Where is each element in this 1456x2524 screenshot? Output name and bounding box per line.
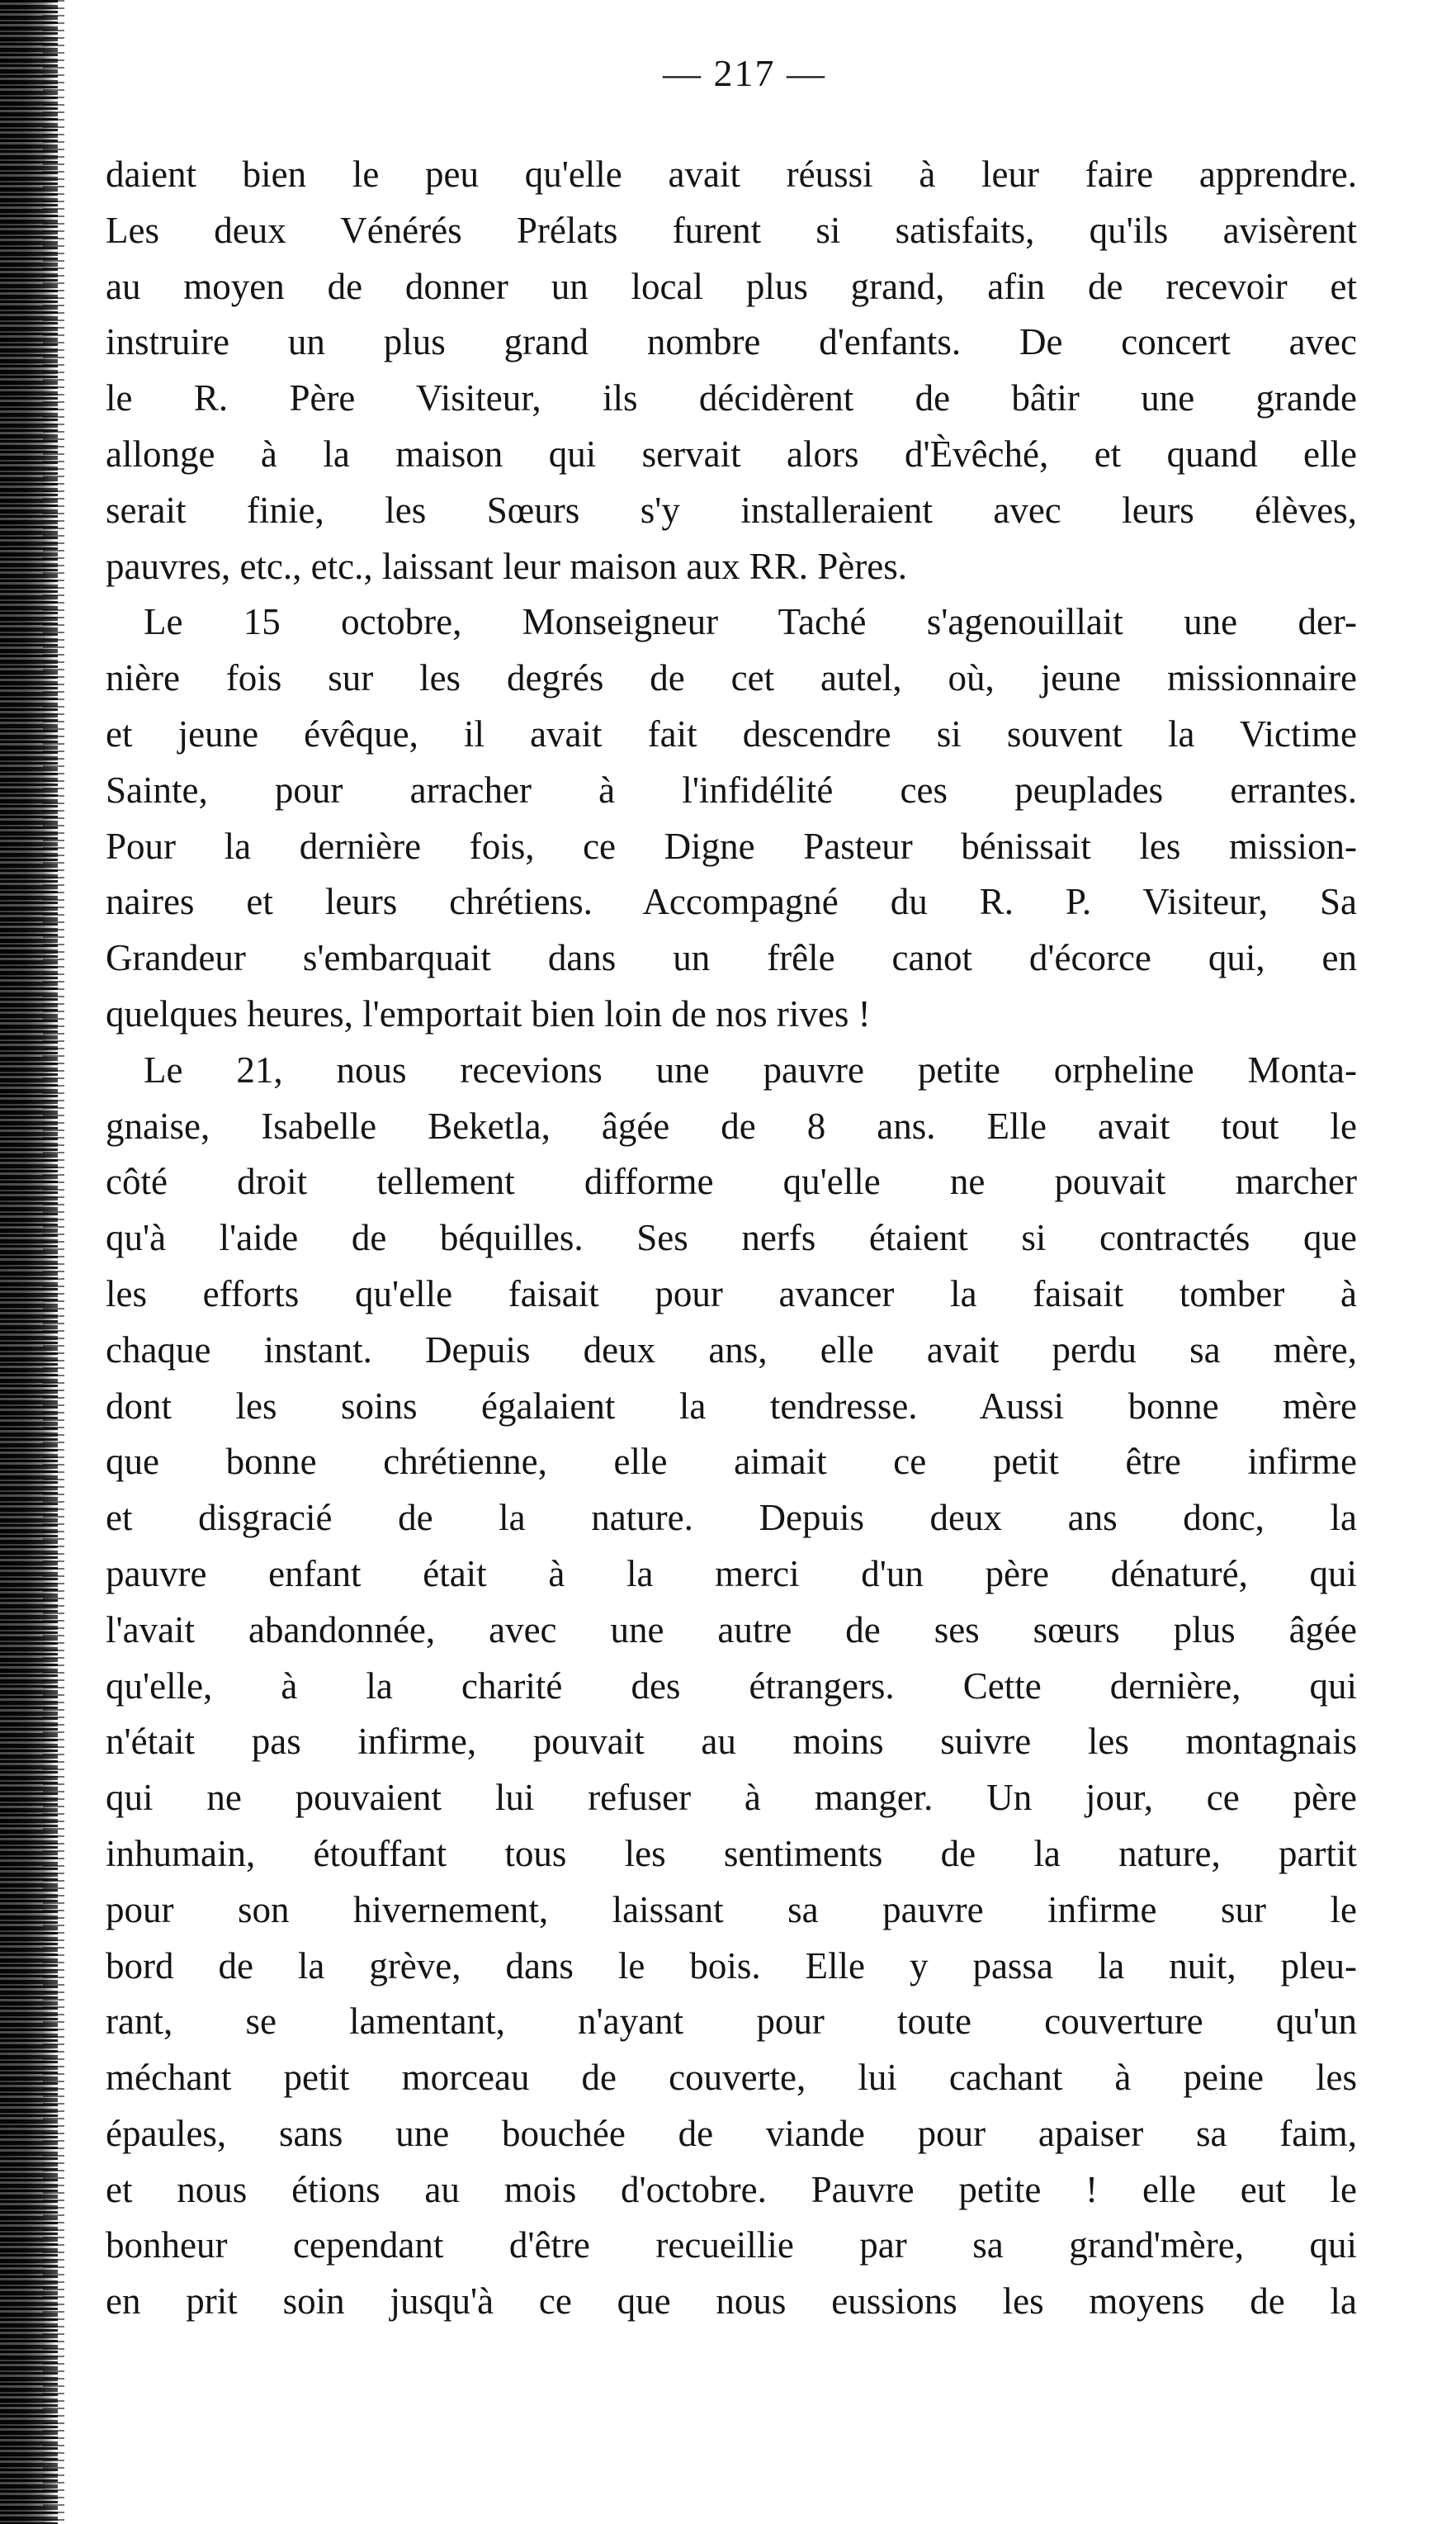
text-line: Grandeur s'embarquait dans un frêle canot d'écorce qui, en	[106, 937, 1357, 979]
text-line: nière fois sur les degrés de cet autel, où, jeune missionnaire	[106, 657, 1357, 699]
text-line: le R. Père Visiteur, ils décidèrent de bâtir une grande	[106, 377, 1357, 419]
text-line: qu'elle, à la charité des étrangers. Cette dernière, qui	[106, 1665, 1357, 1707]
text-line: rant, se lamentant, n'ayant pour toute couverture qu'un	[106, 2001, 1357, 2043]
text-line: gnaise, Isabelle Beketla, âgée de 8 ans. Elle avait tout le	[106, 1105, 1357, 1147]
book-spine-edge	[43, 0, 64, 2524]
text-line: instruire un plus grand nombre d'enfants. De concert avec	[106, 321, 1357, 363]
text-line: et disgracié de la nature. Depuis deux ans donc, la	[106, 1497, 1357, 1539]
text-line: qu'à l'aide de béquilles. Ses nerfs étaient si contractés que	[106, 1217, 1357, 1259]
body-text	[106, 147, 1357, 2330]
text-line: en prit soin jusqu'à ce que nous eussions les moyens de la	[106, 2280, 1357, 2323]
text-line: Le 21, nous recevions une pauvre petite orpheline Monta-	[144, 1049, 1357, 1091]
text-line: pauvres, etc., etc., laissant leur maison aux RR. Pères.	[106, 545, 907, 587]
text-line: Le 15 octobre, Monseigneur Taché s'agenouillait une der-	[144, 601, 1357, 643]
text-line: au moyen de donner un local plus grand, afin de recevoir et	[106, 265, 1357, 307]
text-line: n'était pas infirme, pouvait au moins suivre les montagnais	[106, 1721, 1357, 1763]
text-line: chaque instant. Depuis deux ans, elle avait perdu sa mère,	[106, 1328, 1357, 1371]
text-line: qui ne pouvaient lui refuser à manger. Un jour, ce père	[106, 1777, 1357, 1819]
text-line: épaules, sans une bouchée de viande pour apaiser sa faim,	[106, 2112, 1357, 2154]
text-line: et jeune évêque, il avait fait descendre si souvent la Victime	[106, 713, 1357, 755]
text-line: méchant petit morceau de couverte, lui cachant à peine les	[106, 2057, 1357, 2099]
text-line: Les deux Vénérés Prélats furent si satisfaits, qu'ils avisèrent	[106, 209, 1357, 251]
text-line: inhumain, étouffant tous les sentiments de la nature, partit	[106, 1832, 1357, 1874]
page-number: — 217 —	[663, 52, 826, 94]
text-line: quelques heures, l'emportait bien loin de nos rives !	[106, 992, 871, 1035]
text-line: allonge à la maison qui servait alors d'Èvêché, et quand elle	[106, 433, 1357, 475]
text-line: pauvre enfant était à la merci d'un père dénaturé, qui	[106, 1552, 1357, 1594]
text-line: Pour la dernière fois, ce Digne Pasteur bénissait les mission-	[106, 825, 1357, 867]
text-line: bord de la grève, dans le bois. Elle y passa la nuit, pleu-	[106, 1944, 1357, 1987]
text-line: que bonne chrétienne, elle aimait ce petit être infirme	[106, 1441, 1357, 1483]
text-line: pour son hivernement, laissant sa pauvre infirme sur le	[106, 1888, 1357, 1930]
text-line: Sainte, pour arracher à l'infidélité ces peuplades errantes.	[106, 769, 1357, 811]
text-line: dont les soins égalaient la tendresse. Aussi bonne mère	[106, 1385, 1357, 1427]
text-line: l'avait abandonnée, avec une autre de ses sœurs plus âgée	[106, 1608, 1357, 1650]
text-line: les efforts qu'elle faisait pour avancer la faisait tomber à	[106, 1272, 1357, 1314]
text-line: naires et leurs chrétiens. Accompagné du R. P. Visiteur, Sa	[106, 881, 1357, 923]
text-line: et nous étions au mois d'octobre. Pauvre petite ! elle eut le	[106, 2168, 1357, 2210]
text-line: serait finie, les Sœurs s'y installeraient avec leurs élèves,	[106, 489, 1357, 531]
text-line: daient bien le peu qu'elle avait réussi à leur faire apprendre.	[106, 154, 1357, 195]
text-line: côté droit tellement difforme qu'elle ne pouvait marcher	[106, 1161, 1357, 1203]
text-line: bonheur cependant d'être recueillie par sa grand'mère, qui	[106, 2224, 1357, 2266]
